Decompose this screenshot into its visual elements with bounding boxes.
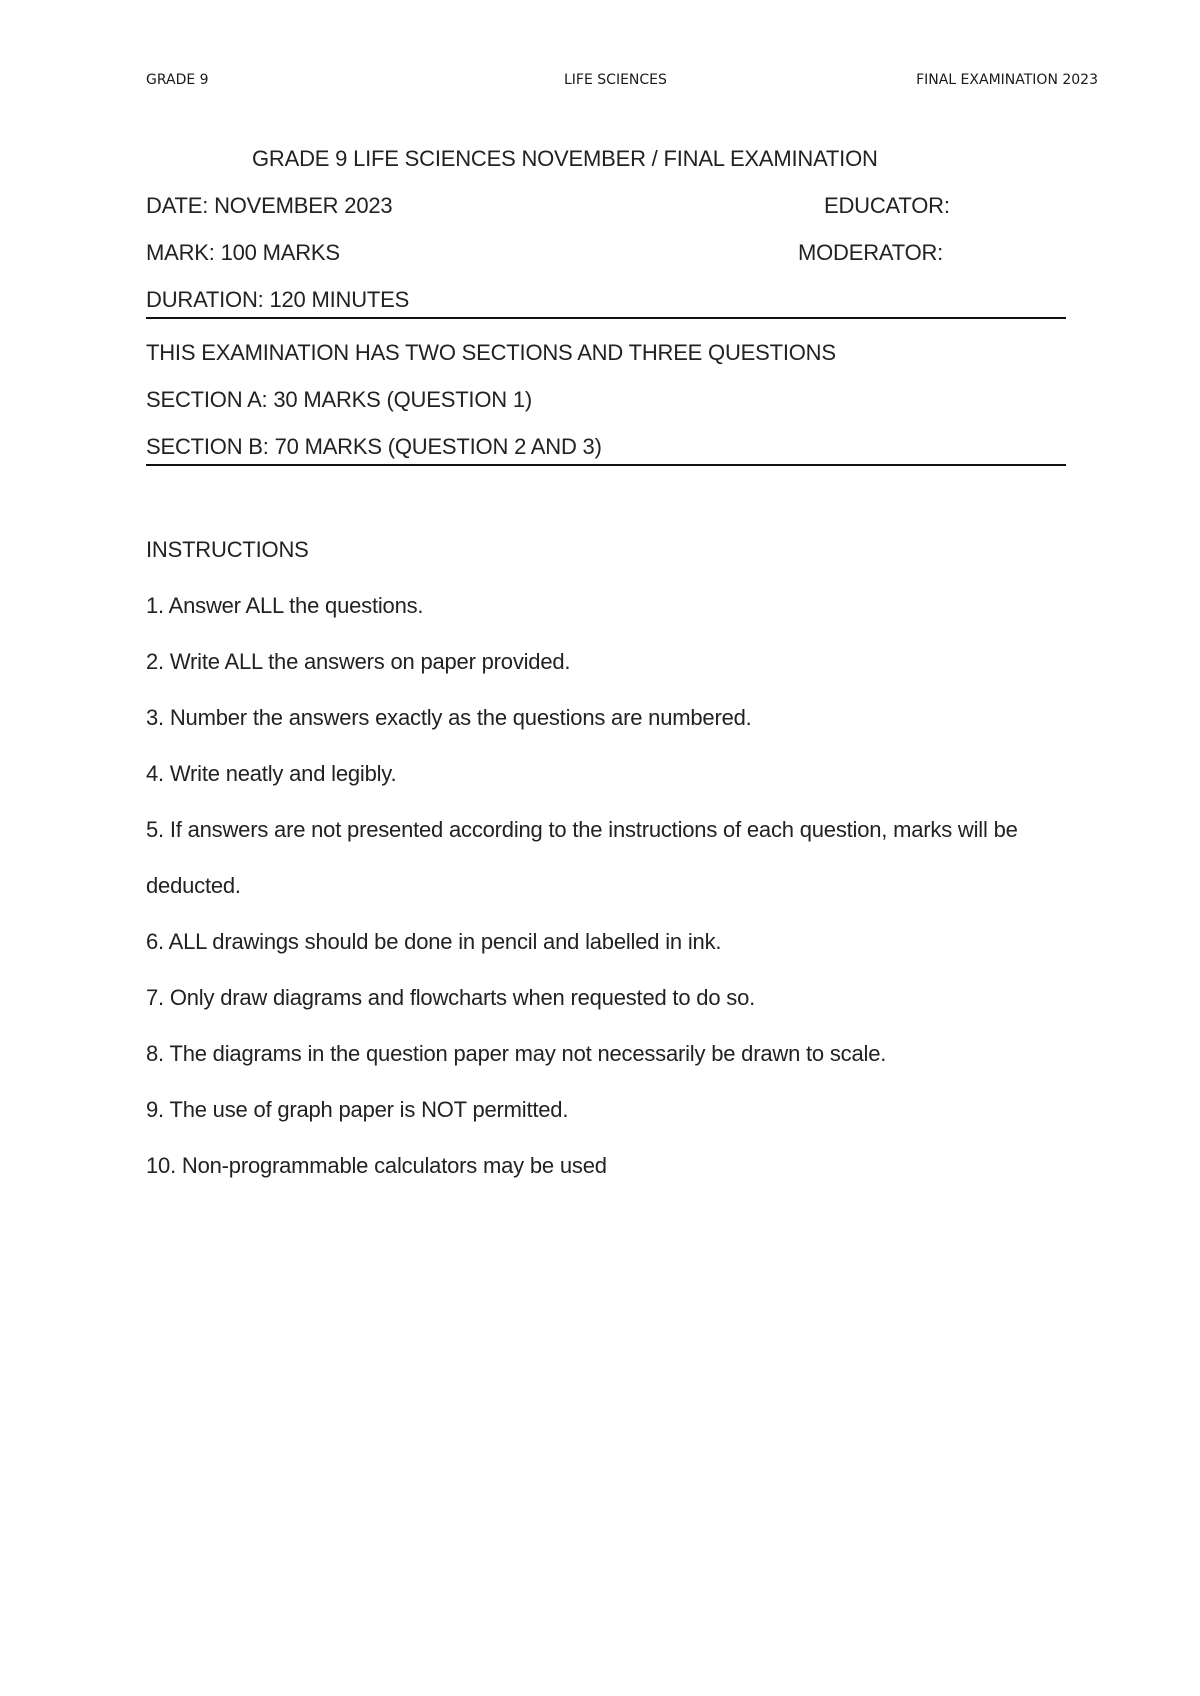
instruction-item: 3. Number the answers exactly as the questions are numbered. [146, 705, 752, 730]
section-b: SECTION B: 70 MARKS (QUESTION 2 AND 3) [146, 434, 602, 459]
mark-row [146, 239, 1066, 267]
instruction-item: 4. Write neatly and legibly. [146, 761, 397, 786]
instruction-item: 6. ALL drawings should be done in pencil and labelled in ink. [146, 929, 722, 954]
exam-mark: MARK: 100 MARKS [146, 240, 340, 265]
instruction-item: 2. Write ALL the answers on paper provided. [146, 649, 571, 674]
exam-duration: DURATION: 120 MINUTES [146, 287, 410, 312]
header-grade: GRADE 9 [146, 72, 209, 88]
instruction-item: 9. The use of graph paper is NOT permitted. [146, 1097, 569, 1122]
sections-summary: THIS EXAMINATION HAS TWO SECTIONS AND THREE QUESTIONS [146, 340, 836, 365]
moderator-label: MODERATOR: [798, 240, 944, 265]
duration-row [146, 286, 1066, 314]
section-a: SECTION A: 30 MARKS (QUESTION 1) [146, 387, 533, 412]
date-row [146, 192, 1066, 220]
exam-cover-content [146, 145, 1066, 1194]
header-subject: LIFE SCIENCES [564, 72, 667, 88]
divider-top [146, 317, 1066, 319]
exam-title: GRADE 9 LIFE SCIENCES NOVEMBER / FINAL EXAMINATION [252, 146, 878, 171]
educator-label: EDUCATOR: [824, 193, 950, 218]
instruction-item: 5. If answers are not presented according to the instructions of each question, marks will be deducted. [146, 817, 1018, 898]
running-header [146, 72, 1098, 94]
instruction-item: 8. The diagrams in the question paper may not necessarily be drawn to scale. [146, 1041, 887, 1066]
sections-block [146, 339, 1066, 461]
header-exam: FINAL EXAMINATION 2023 [916, 72, 1098, 88]
exam-date: DATE: NOVEMBER 2023 [146, 193, 393, 218]
instruction-item: 1. Answer ALL the questions. [146, 593, 424, 618]
instruction-item: 7. Only draw diagrams and flowcharts when requested to do so. [146, 985, 756, 1010]
instructions-heading: INSTRUCTIONS [146, 537, 309, 562]
divider-bottom [146, 464, 1066, 466]
instruction-item: 10. Non-programmable calculators may be used [146, 1153, 607, 1178]
instructions-list [146, 578, 1066, 1194]
